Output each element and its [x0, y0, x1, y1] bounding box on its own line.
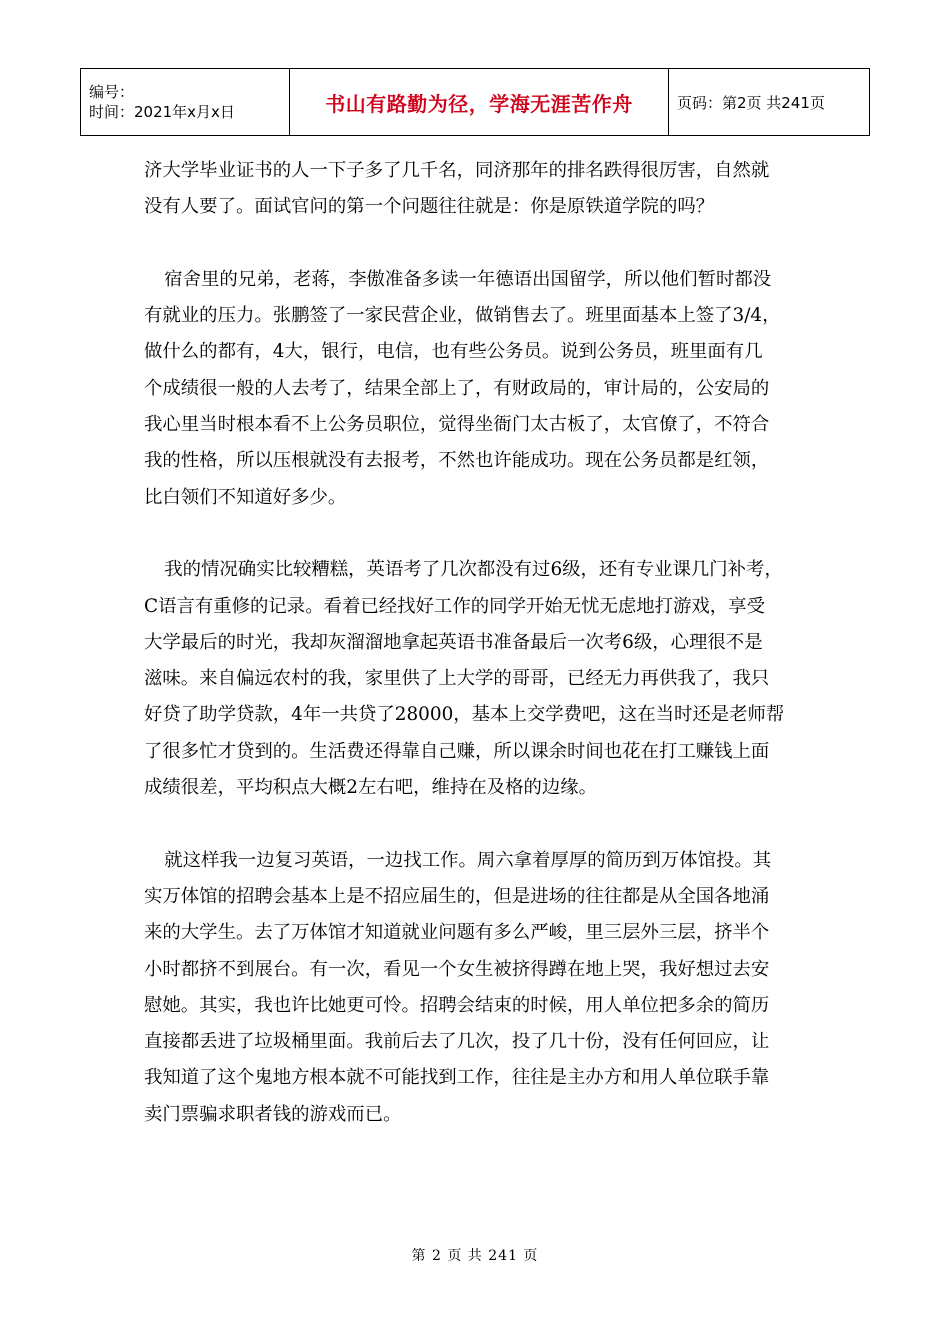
text-line: 来的大学生。去了万体馆才知道就业问题有多么严峻，里三层外三层，挤半个 — [144, 922, 770, 944]
text-line: 比白领们不知道好多少。 — [144, 486, 347, 508]
text-line: 实万体馆的招聘会基本上是不招应届生的，但是进场的往往都是从全国各地涌 — [144, 885, 770, 907]
text-line: 成绩很差，平均积点大概2左右吧，维持在及格的边缘。 — [144, 777, 598, 799]
paragraph — [144, 552, 812, 806]
text-line: 我心里当时根本看不上公务员职位，觉得坐衙门太古板了，太官僚了，不符合 — [144, 414, 770, 436]
text-line: 我知道了这个鬼地方根本就不可能找到工作，往往是主办方和用人单位联手靠 — [144, 1067, 770, 1089]
text-line: 济大学毕业证书的人一下子多了几千名，同济那年的排名跌得很厉害，自然就 — [144, 160, 770, 181]
text-line: 大学最后的时光，我却灰溜溜地拿起英语书准备最后一次考6级，心理很不是 — [144, 631, 763, 653]
header-meta-cell — [81, 69, 290, 136]
paragraph — [144, 843, 812, 1133]
text-line: 做什么的都有，4大，银行，电信，也有些公务员。说到公务员，班里面有几 — [144, 341, 763, 363]
document-body — [144, 153, 812, 1169]
text-line: 个成绩很一般的人去考了，结果全部上了，有财政局的，审计局的，公安局的 — [144, 377, 770, 399]
text-line: 了很多忙才贷到的。生活费还得靠自己赚，所以课余时间也花在打工赚钱上面 — [144, 740, 770, 762]
header-motto: 书山有路勤为径，学海无涯苦作舟 — [290, 69, 669, 136]
text-line: 直接都丢进了垃圾桶里面。我前后去了几次，投了几十份，没有任何回应，让 — [144, 1031, 770, 1053]
text-line: 宿舍里的兄弟，老蒋，李傲准备多读一年德语出国留学，所以他们暂时都没 — [164, 268, 772, 290]
text-line: 滋味。来自偏远农村的我，家里供了上大学的哥哥，已经无力再供我了，我只 — [144, 668, 770, 690]
document-header — [80, 68, 870, 136]
header-page-info: 页码：第2页 共241页 — [669, 69, 870, 136]
page-footer: 第 2 页 共 241 页 — [411, 1248, 539, 1264]
text-line: 没有人要了。面试官问的第一个问题往往就是：你是原铁道学院的吗？ — [144, 196, 715, 218]
date-label: 时间：2021年x月x日 — [89, 103, 235, 121]
text-line: 我的情况确实比较糟糕，英语考了几次都没有过6级，还有专业课几门补考， — [164, 559, 783, 581]
text-line: 卖门票骗求职者钱的游戏而已。 — [144, 1103, 402, 1125]
text-line: 小时都挤不到展台。有一次，看见一个女生被挤得蹲在地上哭，我好想过去安 — [144, 958, 770, 980]
paragraph — [144, 153, 812, 226]
text-line: C语言有重修的记录。看着已经找好工作的同学开始无忧无虑地打游戏，享受 — [144, 595, 765, 617]
text-line: 慰她。其实，我也许比她更可怜。招聘会结束的时候，用人单位把多余的简历 — [144, 994, 770, 1016]
text-line: 就这样我一边复习英语，一边找工作。周六拿着厚厚的简历到万体馆投。其 — [164, 849, 772, 871]
paragraph — [144, 262, 812, 516]
text-line: 有就业的压力。张鹏签了一家民营企业，做销售去了。班里面基本上签了3/4， — [144, 305, 781, 327]
text-line: 好贷了助学贷款，4年一共贷了28000，基本上交学费吧，这在当时还是老师帮 — [144, 704, 785, 726]
serial-number-label: 编号： — [89, 83, 135, 101]
text-line: 我的性格，所以压根就没有去报考，不然也许能成功。现在公务员都是红领， — [144, 450, 770, 472]
